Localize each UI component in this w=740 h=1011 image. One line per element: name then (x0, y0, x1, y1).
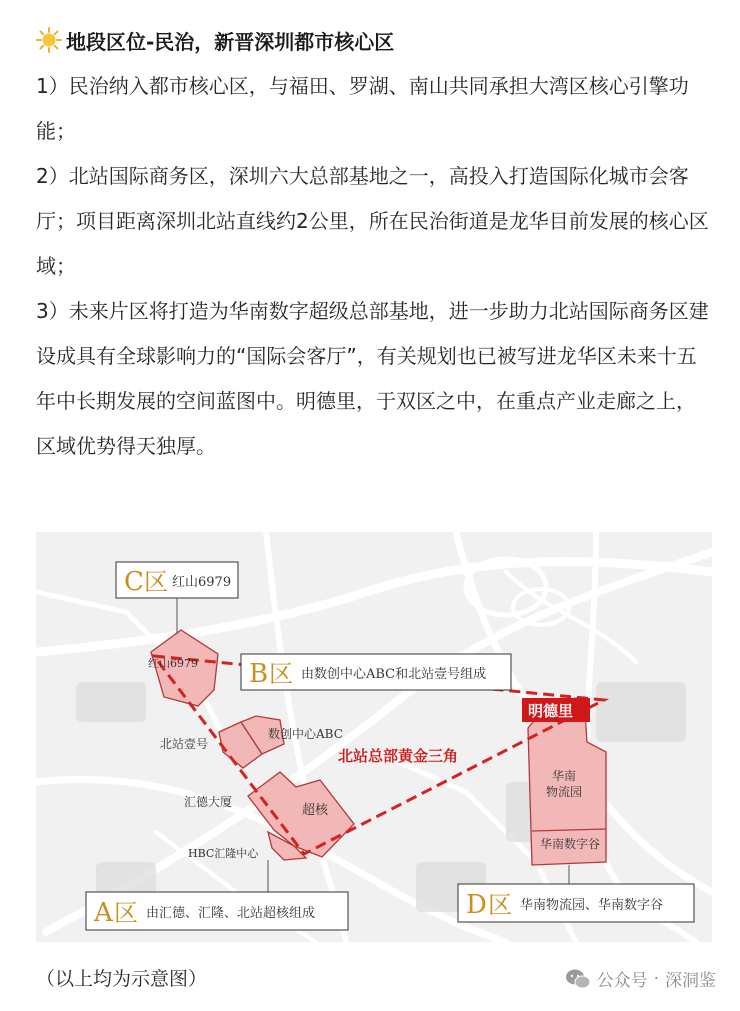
zone-a-desc: 由汇德、汇隆、北站超核组成 (146, 906, 316, 921)
project-tag (522, 698, 590, 722)
zone-a-letter: A (94, 898, 113, 928)
watermark-account-label: 公众号 (596, 971, 648, 991)
zone-a-box (86, 892, 348, 930)
section-heading (36, 22, 394, 58)
paragraph-3: 3）未来片区将打造为华南数字超级总部基地，进一步助力北站国际商务区建设成具有全球影响力的“国际会客厅”，有关规划也已被写进龙华区未来十五年中长期发展的空间蓝图中。明德里，于双区之中，在重点产业走廊之上，区域优势得天独厚。 (36, 299, 709, 458)
label-huanan-wuliu-2: 物流园 (546, 785, 583, 799)
zone-b-qu: 区 (269, 660, 293, 688)
zone-d-box (458, 884, 694, 922)
zone-c-box (116, 562, 238, 598)
label-huanan-shuzigu: 华南数字谷 (540, 837, 601, 851)
zone-b-desc: 由数创中心ABC和北站壹号组成 (301, 667, 487, 682)
label-chaohe: 超核 (302, 803, 329, 818)
zone-d-desc: 华南物流园、华南数字谷 (520, 898, 664, 913)
sun-icon (36, 27, 62, 53)
label-beizhan-yihao: 北站壹号 (160, 737, 209, 751)
zone-b-box (241, 654, 511, 690)
zone-c-qu: 区 (144, 568, 168, 596)
wechat-icon (565, 968, 591, 990)
zone-c-letter: C (124, 567, 144, 597)
zone-d-qu: 区 (488, 891, 512, 919)
paragraph-2: 2）北站国际商务区，深圳六大总部基地之一，高投入打造国际化城市会客厅；项目距离深圳北站直线约2公里，所在民治街道是龙华目前发展的核心区域； (36, 164, 709, 278)
label-huide: 汇德大厦 (184, 795, 233, 809)
label-hongshan: 红山6979 (148, 657, 198, 670)
figure-caption: （以上均为示意图） (36, 968, 208, 990)
zone-d-letter: D (466, 890, 487, 920)
zone-a-qu: 区 (114, 899, 138, 927)
label-shuchuang: 数创中心ABC (268, 727, 343, 741)
heading-text: 地段区位-民治，新晋深圳都市核心区 (66, 29, 395, 54)
label-huanan-wuliu-1: 华南 (552, 769, 577, 783)
triangle-label: 北站总部黄金三角 (338, 747, 459, 765)
zone-c-desc: 红山6979 (172, 575, 232, 590)
location-map (36, 532, 712, 942)
zone-b-letter: B (249, 659, 269, 689)
label-hbc: HBC汇隆中心 (188, 847, 259, 860)
plot-chaohe (248, 772, 354, 857)
watermark-name: 深洞鉴 (665, 971, 716, 991)
paragraph-1: 1）民治纳入都市核心区，与福田、罗湖、南山共同承担大湾区核心引擎功能； (36, 74, 689, 143)
watermark (565, 966, 716, 991)
watermark-separator: · (653, 968, 659, 989)
project-tag-text: 明德里 (528, 702, 574, 720)
